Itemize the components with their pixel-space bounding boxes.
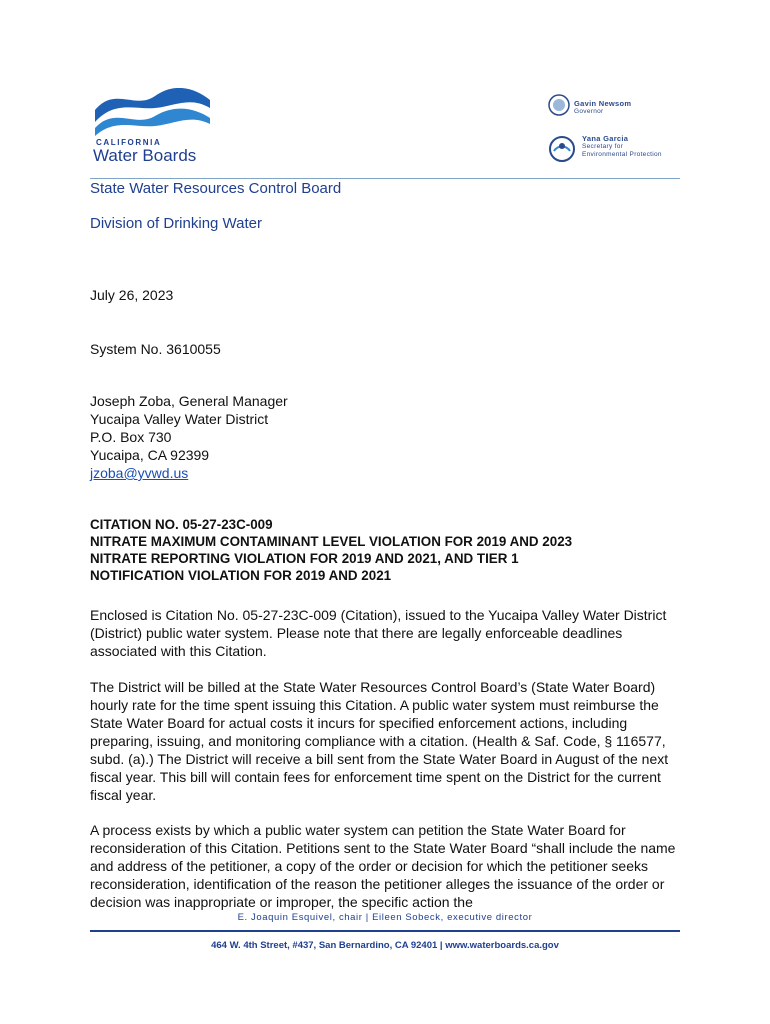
system-number: System No. 3610055 xyxy=(90,341,221,357)
board-name: State Water Resources Control Board xyxy=(90,180,342,197)
subject-line-2: NITRATE MAXIMUM CONTAMINANT LEVEL VIOLATION FOR 2019 AND 2023 xyxy=(90,534,573,549)
secretary-title-1: Secretary for xyxy=(582,143,624,150)
footer-address: 464 W. 4th Street, #437, San Bernardino, CA 92401 | www.waterboards.ca.gov xyxy=(211,940,559,951)
subject-block xyxy=(90,516,690,584)
recipient-name: Joseph Zoba, General Manager xyxy=(90,393,288,409)
recipient-po-box: P.O. Box 730 xyxy=(90,429,172,445)
subject-line-1: CITATION NO. 05-27-23C-009 xyxy=(90,517,273,532)
footer-rule xyxy=(90,930,680,932)
subject-line-3: NITRATE REPORTING VIOLATION FOR 2019 AND 2021, AND TIER 1 xyxy=(90,551,519,566)
division-name: Division of Drinking Water xyxy=(90,215,262,232)
body-paragraph-2: The District will be billed at the State Water Resources Control Board’s (State Water Board) hourly rate for the time spent issuing this Citation. A public water system must reimburse the State Water Board for actual costs it incurs for specified enforcement actions, including preparing, issuing, and monitoring compliance with a citation. (Health & Saf. Code, § 116577, subd. (a).) The District will receive a bill sent from the State Water Board in August of the next fiscal year. This bill will contain fees for enforcement time spent on the District for the current fiscal year. xyxy=(90,679,669,803)
subject-line-4: NOTIFICATION VIOLATION FOR 2019 AND 2021 xyxy=(90,568,392,583)
recipient-city: Yucaipa, CA 92399 xyxy=(90,447,210,463)
recipient-email-link[interactable]: jzoba@yvwd.us xyxy=(90,465,189,481)
logo-state-label: CALIFORNIA xyxy=(96,138,162,147)
header-rule xyxy=(90,178,680,179)
governor-title: Governor xyxy=(574,108,604,115)
state-seal-icon xyxy=(548,94,570,116)
footer-officers: E. Joaquin Esquivel, chair | Eileen Sobeck, executive director xyxy=(237,912,533,923)
secretary-title-2: Environmental Protection xyxy=(582,151,662,158)
body-paragraph-3: A process exists by which a public water system can petition the State Water Board for reconsideration of this Citation. Petitions sent to the State Water Board “shall include the name and address of the petitioner, a copy of the order or decision for which the petitioner seeks reconsideration, identification of the reason the petitioner alleges the issuance of the order or decision was inappropriate or improper, the specific action the xyxy=(90,822,676,910)
logo-name: Water Boards xyxy=(93,146,197,165)
calepa-seal-icon xyxy=(548,135,576,163)
secretary-name: Yana Garcia xyxy=(582,134,629,143)
body-paragraph-1: Enclosed is Citation No. 05-27-23C-009 (Citation), issued to the Yucaipa Valley Water District (District) public water system. Please note that there are legally enforceable deadlines associated with this Citation. xyxy=(90,607,667,659)
recipient-organization: Yucaipa Valley Water District xyxy=(90,411,269,427)
governor-name: Gavin Newsom xyxy=(574,99,632,108)
letter-date: July 26, 2023 xyxy=(90,287,174,303)
recipient-address xyxy=(90,392,288,482)
